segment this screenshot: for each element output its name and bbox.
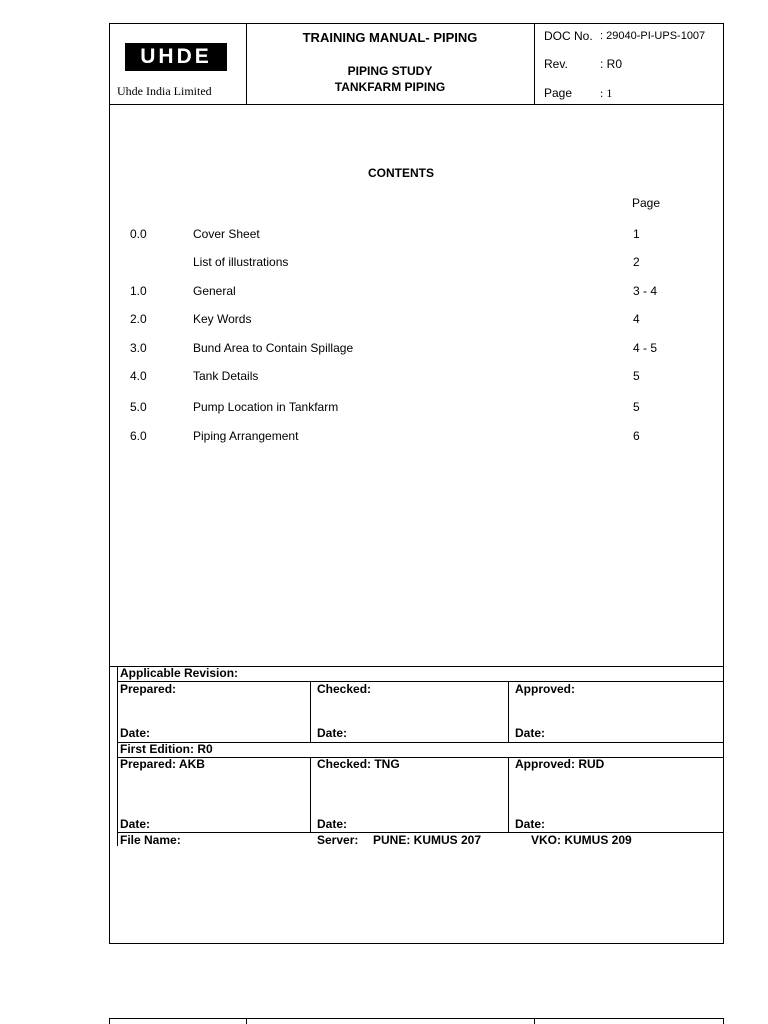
toc-row (0, 400, 768, 418)
toc-number: 1.0 (130, 284, 147, 298)
next-page-divider-left (246, 1018, 247, 1024)
toc-title: Pump Location in Tankfarm (193, 400, 339, 414)
contents-page-header: Page (632, 196, 661, 210)
r0-approved-date-label: Date: (515, 817, 546, 831)
toc-row (0, 369, 768, 387)
toc-page: 2 (633, 255, 640, 269)
page-field (544, 86, 613, 100)
checked-label: Checked: (317, 682, 372, 696)
checked-by-tng: Checked: TNG (317, 757, 400, 771)
document-subtitle-2: TANKFARM PIPING (334, 80, 446, 94)
r0-prepared-date-label: Date: (120, 817, 151, 831)
prepared-date-label: Date: (120, 726, 151, 740)
toc-title: Bund Area to Contain Spillage (193, 341, 354, 355)
file-name-label: File Name: (120, 833, 181, 847)
document-sheet (109, 23, 724, 944)
revision-rule-1 (117, 681, 724, 682)
toc-row (0, 312, 768, 330)
document-title: TRAINING MANUAL- PIPING (302, 30, 478, 45)
toc-number: 3.0 (130, 341, 147, 355)
vko-server: VKO: KUMUS 209 (531, 833, 632, 847)
contents-heading: CONTENTS (368, 166, 434, 180)
toc-page: 1 (633, 227, 640, 241)
toc-page: 6 (633, 429, 640, 443)
doc-no-value: : 29040-PI-UPS-1007 (600, 30, 706, 42)
header-bottom-rule (109, 104, 724, 105)
toc-title: Piping Arrangement (193, 429, 299, 443)
revision-left-rule (117, 666, 118, 846)
approved-date-label: Date: (515, 726, 546, 740)
toc-row (0, 255, 768, 273)
revision-field (544, 57, 623, 71)
uhde-logo: UHDE (125, 43, 227, 71)
toc-row (0, 284, 768, 302)
toc-row (0, 341, 768, 359)
revision-col-divider-1 (310, 681, 311, 742)
toc-title: Key Words (193, 312, 252, 326)
toc-title: General (193, 284, 236, 298)
toc-page: 3 - 4 (633, 284, 658, 298)
rev-value: : R0 (600, 57, 623, 71)
next-page-header-edge (109, 1018, 724, 1024)
prepared-by-akb: Prepared: AKB (120, 757, 205, 771)
r0-checked-date-label: Date: (317, 817, 348, 831)
toc-number: 6.0 (130, 429, 147, 443)
toc-number: 5.0 (130, 400, 147, 414)
approved-by-rud: Approved: RUD (515, 757, 605, 771)
revision-col-divider-2 (508, 681, 509, 742)
rev-label: Rev. (544, 57, 568, 71)
toc-row (0, 227, 768, 245)
company-name: Uhde India Limited (117, 84, 212, 98)
page-label: Page (544, 86, 573, 100)
revision-col-divider-3 (310, 757, 311, 832)
page-value: : 1 (600, 86, 613, 100)
header-divider-right (534, 23, 535, 105)
checked-date-label: Date: (317, 726, 348, 740)
doc-no-label: DOC No. (544, 29, 593, 43)
applicable-revision-label: Applicable Revision: (120, 666, 239, 680)
approved-label: Approved: (515, 682, 575, 696)
revision-rule-3 (117, 757, 724, 758)
toc-title: Tank Details (193, 369, 259, 383)
toc-page: 4 - 5 (633, 341, 658, 355)
server-label: Server: (317, 833, 359, 847)
toc-number: 0.0 (130, 227, 147, 241)
toc-number: 4.0 (130, 369, 147, 383)
toc-number: 2.0 (130, 312, 147, 326)
next-page-divider-right (534, 1018, 535, 1024)
toc-title: List of illustrations (193, 255, 289, 269)
toc-page: 5 (633, 369, 640, 383)
prepared-label: Prepared: (120, 682, 177, 696)
first-edition-label: First Edition: R0 (120, 742, 213, 756)
toc-page: 4 (633, 312, 640, 326)
document-subtitle-1: PIPING STUDY (347, 64, 433, 78)
toc-page: 5 (633, 400, 640, 414)
toc-title: Cover Sheet (193, 227, 260, 241)
doc-no (544, 29, 706, 43)
toc-row (0, 429, 768, 447)
pune-server: PUNE: KUMUS 207 (373, 833, 482, 847)
revision-col-divider-4 (508, 757, 509, 832)
